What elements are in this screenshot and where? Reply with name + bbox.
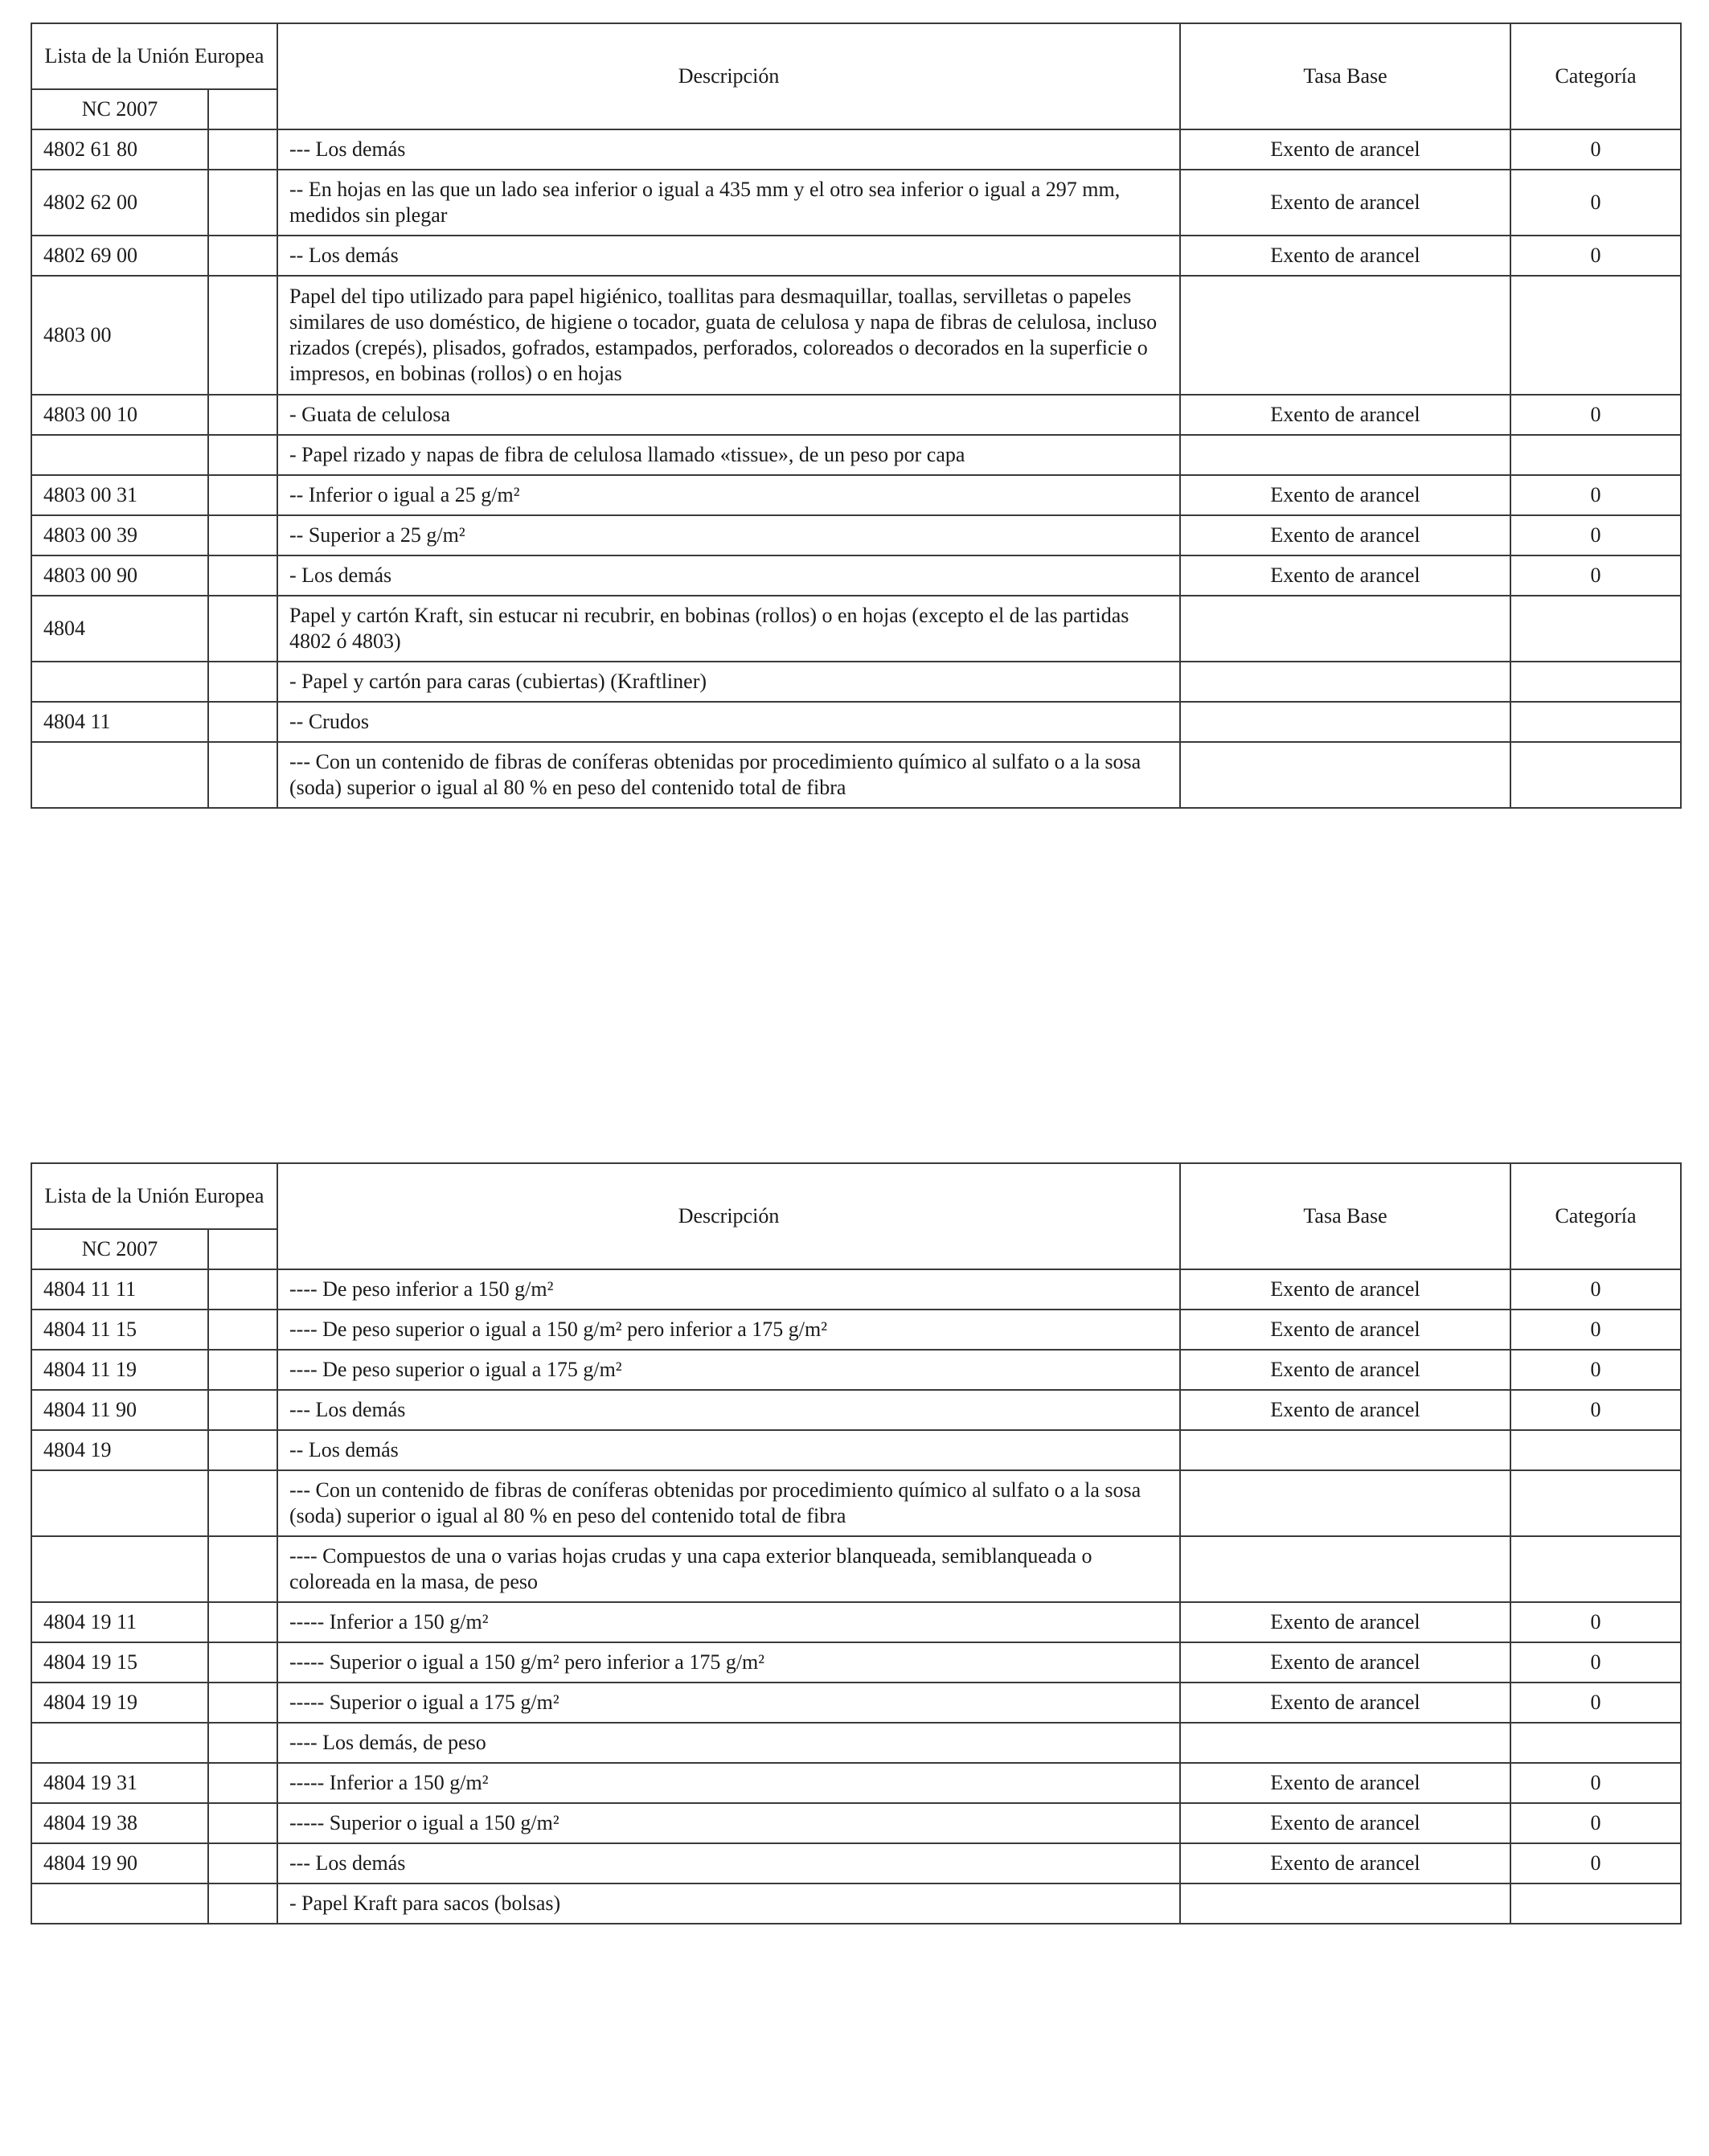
table-row [31, 1883, 1681, 1924]
row-code: 4802 61 80 [31, 129, 208, 170]
row-category [1510, 1536, 1681, 1602]
row-category [1510, 742, 1681, 808]
row-category: 0 [1510, 1602, 1681, 1642]
row-blank [208, 1536, 277, 1602]
table-row [31, 742, 1681, 808]
row-code: 4802 69 00 [31, 236, 208, 276]
row-rate: Exento de arancel [1180, 515, 1510, 555]
row-blank [208, 1843, 277, 1883]
header-blank [208, 1229, 277, 1269]
row-description: ----- Superior o igual a 150 g/m² pero inferior a 175 g/m² [277, 1642, 1180, 1683]
row-rate [1180, 742, 1510, 808]
table-row [31, 1642, 1681, 1683]
row-rate [1180, 276, 1510, 395]
table-row [31, 1602, 1681, 1642]
row-category: 0 [1510, 1642, 1681, 1683]
row-blank [208, 1269, 277, 1310]
row-rate: Exento de arancel [1180, 236, 1510, 276]
row-blank [208, 1470, 277, 1536]
row-rate [1180, 662, 1510, 702]
row-category [1510, 1470, 1681, 1536]
row-category: 0 [1510, 1390, 1681, 1430]
row-category [1510, 662, 1681, 702]
row-rate: Exento de arancel [1180, 1350, 1510, 1390]
row-category [1510, 596, 1681, 662]
table-row [31, 129, 1681, 170]
table-row [31, 596, 1681, 662]
table-row [31, 395, 1681, 435]
row-blank [208, 1763, 277, 1803]
table-row [31, 1430, 1681, 1470]
row-rate: Exento de arancel [1180, 1683, 1510, 1723]
header-list-label: Lista de la Unión Europea [31, 1163, 277, 1229]
row-category: 0 [1510, 1269, 1681, 1310]
row-category: 0 [1510, 236, 1681, 276]
row-description: - Papel rizado y napas de fibra de celulosa llamado «tissue», de un peso por capa [277, 435, 1180, 475]
row-code [31, 1470, 208, 1536]
row-category: 0 [1510, 1803, 1681, 1843]
row-rate: Exento de arancel [1180, 555, 1510, 596]
row-code: 4804 11 11 [31, 1269, 208, 1310]
table-row [31, 236, 1681, 276]
row-code [31, 1883, 208, 1924]
row-blank [208, 1683, 277, 1723]
table-row [31, 555, 1681, 596]
row-description: --- Los demás [277, 1390, 1180, 1430]
row-rate: Exento de arancel [1180, 1803, 1510, 1843]
row-blank [208, 1430, 277, 1470]
row-rate: Exento de arancel [1180, 395, 1510, 435]
table-row [31, 662, 1681, 702]
header-nc: NC 2007 [31, 89, 208, 129]
row-category: 0 [1510, 1350, 1681, 1390]
row-category [1510, 1430, 1681, 1470]
row-code: 4803 00 90 [31, 555, 208, 596]
row-code [31, 742, 208, 808]
table-row [31, 1350, 1681, 1390]
row-description: ----- Inferior a 150 g/m² [277, 1763, 1180, 1803]
row-code: 4803 00 10 [31, 395, 208, 435]
row-blank [208, 1803, 277, 1843]
row-rate: Exento de arancel [1180, 1843, 1510, 1883]
table-row [31, 1269, 1681, 1310]
table-row [31, 515, 1681, 555]
row-code: 4804 11 [31, 702, 208, 742]
row-description: -- Inferior o igual a 25 g/m² [277, 475, 1180, 515]
row-rate: Exento de arancel [1180, 1390, 1510, 1430]
row-blank [208, 742, 277, 808]
row-category: 0 [1510, 1310, 1681, 1350]
row-code: 4804 19 [31, 1430, 208, 1470]
row-description: ---- Compuestos de una o varias hojas crudas y una capa exterior blanqueada, semiblanqueada o coloreada en la masa, de peso [277, 1536, 1180, 1602]
row-description: --- Los demás [277, 1843, 1180, 1883]
row-description: - Papel Kraft para sacos (bolsas) [277, 1883, 1180, 1924]
row-blank [208, 1310, 277, 1350]
row-description: Papel y cartón Kraft, sin estucar ni recubrir, en bobinas (rollos) o en hojas (excepto el de las partidas 4802 ó 4803) [277, 596, 1180, 662]
row-rate: Exento de arancel [1180, 129, 1510, 170]
row-category: 0 [1510, 395, 1681, 435]
table-row [31, 1470, 1681, 1536]
row-blank [208, 1602, 277, 1642]
row-description: - Los demás [277, 555, 1180, 596]
table-row [31, 1803, 1681, 1843]
table-row [31, 1683, 1681, 1723]
row-category [1510, 276, 1681, 395]
row-code: 4804 19 90 [31, 1843, 208, 1883]
row-rate [1180, 1430, 1510, 1470]
row-rate: Exento de arancel [1180, 170, 1510, 236]
row-description: - Guata de celulosa [277, 395, 1180, 435]
row-category: 0 [1510, 1763, 1681, 1803]
header-rate: Tasa Base [1180, 23, 1510, 129]
row-blank [208, 395, 277, 435]
header-category: Categoría [1510, 23, 1681, 129]
row-code: 4804 11 19 [31, 1350, 208, 1390]
row-description: Papel del tipo utilizado para papel higiénico, toallitas para desmaquillar, toallas, servilletas o papeles similares de uso doméstico, de higiene o tocador, guata de celulosa y napa de fibras de celulosa, incluso rizados (crepés), plisados, gofrados, estampados, perforados, coloreados o decorados en la superficie o impresos, en bobinas (rollos) o en hojas [277, 276, 1180, 395]
table-row [31, 1843, 1681, 1883]
row-rate: Exento de arancel [1180, 1763, 1510, 1803]
row-rate [1180, 435, 1510, 475]
row-code: 4804 19 31 [31, 1763, 208, 1803]
header-category: Categoría [1510, 1163, 1681, 1269]
table-row [31, 1763, 1681, 1803]
row-description: -- Crudos [277, 702, 1180, 742]
row-code: 4804 11 90 [31, 1390, 208, 1430]
row-code: 4804 19 38 [31, 1803, 208, 1843]
row-category [1510, 702, 1681, 742]
row-category [1510, 435, 1681, 475]
row-rate: Exento de arancel [1180, 1602, 1510, 1642]
header-rate: Tasa Base [1180, 1163, 1510, 1269]
header-description: Descripción [277, 1163, 1180, 1269]
row-rate [1180, 596, 1510, 662]
row-category [1510, 1883, 1681, 1924]
table-row [31, 435, 1681, 475]
row-rate [1180, 1536, 1510, 1602]
row-rate [1180, 702, 1510, 742]
row-blank [208, 1883, 277, 1924]
row-blank [208, 1390, 277, 1430]
row-description: ----- Superior o igual a 150 g/m² [277, 1803, 1180, 1843]
row-description: ---- De peso inferior a 150 g/m² [277, 1269, 1180, 1310]
header-description: Descripción [277, 23, 1180, 129]
table-row [31, 475, 1681, 515]
row-blank [208, 702, 277, 742]
row-category [1510, 1723, 1681, 1763]
row-description: --- Con un contenido de fibras de coníferas obtenidas por procedimiento químico al sulfato o a la sosa (soda) superior o igual al 80 % en peso del contenido total de fibra [277, 1470, 1180, 1536]
row-code: 4802 62 00 [31, 170, 208, 236]
row-description: -- Los demás [277, 236, 1180, 276]
row-description: --- Los demás [277, 129, 1180, 170]
row-description: -- Los demás [277, 1430, 1180, 1470]
row-blank [208, 435, 277, 475]
table-row [31, 276, 1681, 395]
row-code [31, 435, 208, 475]
table-row [31, 1310, 1681, 1350]
row-code: 4803 00 [31, 276, 208, 395]
table-row [31, 170, 1681, 236]
row-code: 4804 11 15 [31, 1310, 208, 1350]
row-category: 0 [1510, 475, 1681, 515]
row-category: 0 [1510, 1843, 1681, 1883]
row-description: -- En hojas en las que un lado sea inferior o igual a 435 mm y el otro sea inferior o igual a 297 mm, medidos sin plegar [277, 170, 1180, 236]
row-category: 0 [1510, 515, 1681, 555]
row-category: 0 [1510, 129, 1681, 170]
row-blank [208, 170, 277, 236]
header-nc: NC 2007 [31, 1229, 208, 1269]
row-rate: Exento de arancel [1180, 1269, 1510, 1310]
row-description: - Papel y cartón para caras (cubiertas) (Kraftliner) [277, 662, 1180, 702]
header-blank [208, 89, 277, 129]
row-rate [1180, 1723, 1510, 1763]
row-blank [208, 596, 277, 662]
row-rate: Exento de arancel [1180, 1642, 1510, 1683]
row-description: -- Superior a 25 g/m² [277, 515, 1180, 555]
row-blank [208, 276, 277, 395]
row-blank [208, 129, 277, 170]
row-code [31, 662, 208, 702]
row-category: 0 [1510, 1683, 1681, 1723]
table-row [31, 702, 1681, 742]
row-category: 0 [1510, 170, 1681, 236]
row-blank [208, 1350, 277, 1390]
row-description: ---- De peso superior o igual a 150 g/m² pero inferior a 175 g/m² [277, 1310, 1180, 1350]
row-rate [1180, 1883, 1510, 1924]
row-blank [208, 1723, 277, 1763]
row-code [31, 1723, 208, 1763]
row-blank [208, 555, 277, 596]
row-description: ----- Inferior a 150 g/m² [277, 1602, 1180, 1642]
row-description: ---- De peso superior o igual a 175 g/m² [277, 1350, 1180, 1390]
row-blank [208, 1642, 277, 1683]
table-row [31, 1536, 1681, 1602]
row-blank [208, 236, 277, 276]
header-list-label: Lista de la Unión Europea [31, 23, 277, 89]
row-rate [1180, 1470, 1510, 1536]
row-rate: Exento de arancel [1180, 1310, 1510, 1350]
row-description: ---- Los demás, de peso [277, 1723, 1180, 1763]
tariff-table-2 [31, 1162, 1682, 1924]
row-code: 4804 [31, 596, 208, 662]
row-blank [208, 662, 277, 702]
row-blank [208, 515, 277, 555]
row-code [31, 1536, 208, 1602]
row-code: 4804 19 15 [31, 1642, 208, 1683]
row-code: 4804 19 11 [31, 1602, 208, 1642]
tariff-table-1 [31, 23, 1682, 809]
row-rate: Exento de arancel [1180, 475, 1510, 515]
row-category: 0 [1510, 555, 1681, 596]
row-code: 4803 00 31 [31, 475, 208, 515]
table-row [31, 1390, 1681, 1430]
row-code: 4804 19 19 [31, 1683, 208, 1723]
row-description: ----- Superior o igual a 175 g/m² [277, 1683, 1180, 1723]
table-row [31, 1723, 1681, 1763]
row-blank [208, 475, 277, 515]
row-code: 4803 00 39 [31, 515, 208, 555]
row-description: --- Con un contenido de fibras de coníferas obtenidas por procedimiento químico al sulfato o a la sosa (soda) superior o igual al 80 % en peso del contenido total de fibra [277, 742, 1180, 808]
